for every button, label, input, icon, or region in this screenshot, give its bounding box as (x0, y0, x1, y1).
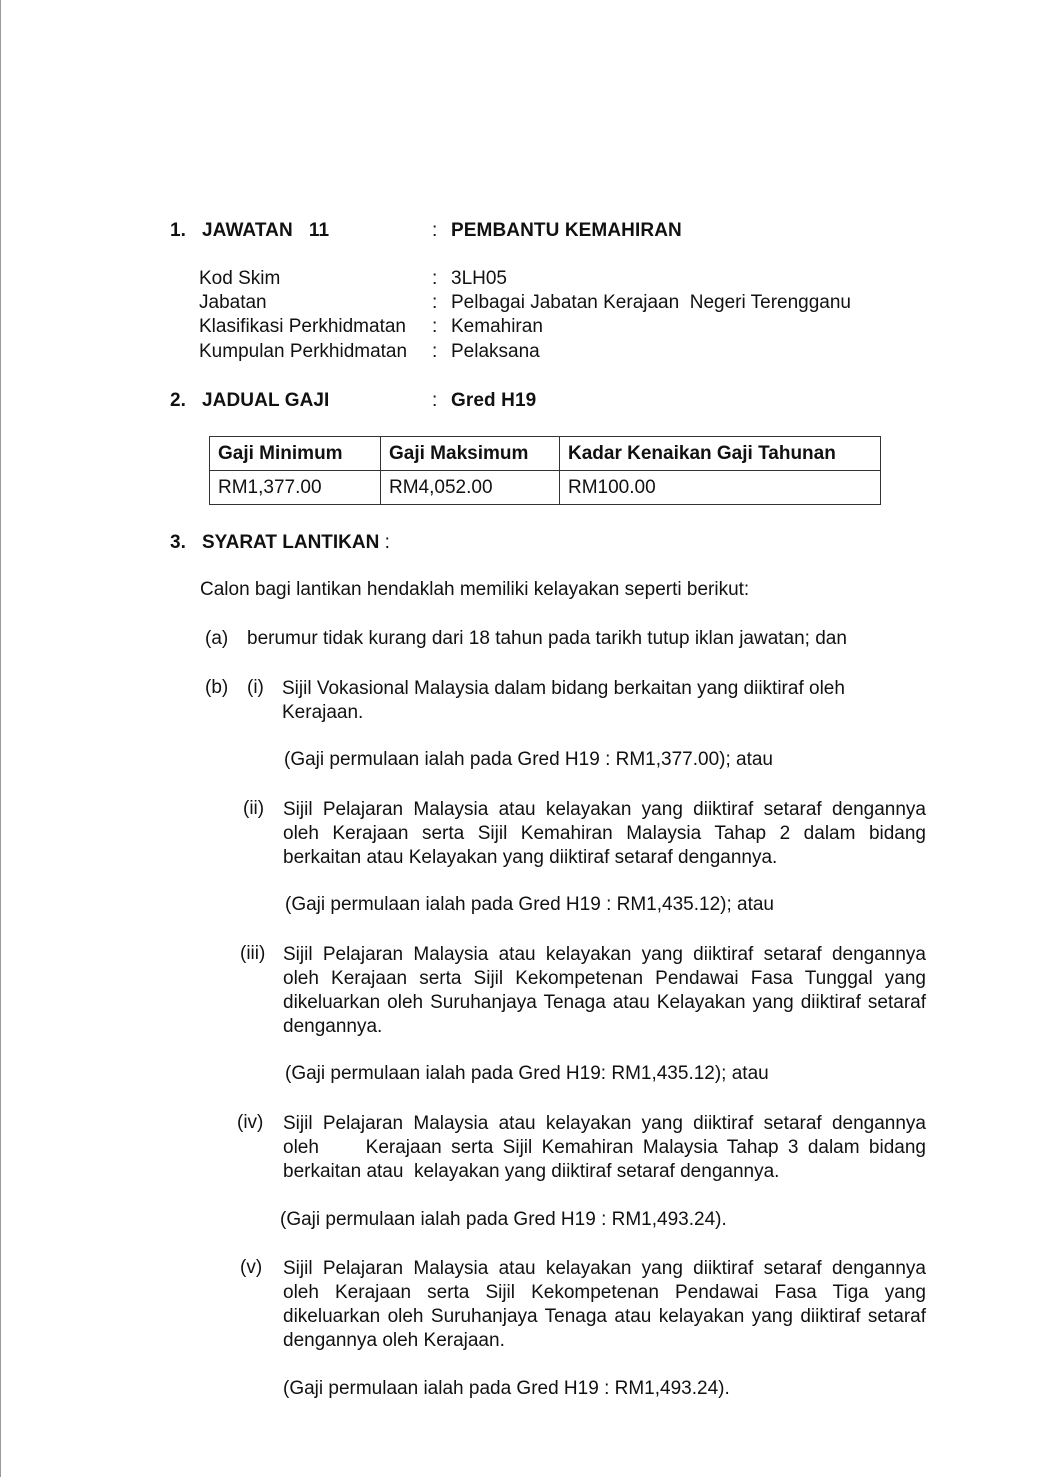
field-label-klasifikasi: Klasifikasi Perkhidmatan (199, 316, 406, 337)
section-number: 3. (170, 532, 187, 553)
item-text-iv: Sijil Pelajaran Malaysia atau kelayakan yang diiktiraf setaraf dengannya oleh Kerajaan serta Sijil Kemahiran Malaysia Tahap 3 dalam bidang berkaitan atau kelayakan yang diiktiraf setaraf dengannya. (283, 1113, 932, 1182)
table-row (210, 471, 881, 505)
field-value-jabatan: Pelbagai Jabatan Kerajaan Negeri Terengganu (451, 292, 852, 313)
salary-note-iv: (Gaji permulaan ialah pada Gred H19 : RM1,493.24). (280, 1209, 727, 1230)
cell-kadar-kenaikan: RM100.00 (560, 471, 881, 505)
cell-gaji-minimum: RM1,377.00 (210, 471, 381, 505)
salary-note-v: (Gaji permulaan ialah pada Gred H19 : RM1,493.24). (283, 1378, 730, 1399)
colon: : (432, 316, 438, 337)
item-marker-ii: (ii) (243, 798, 265, 819)
job-title-value: PEMBANTU KEMAHIRAN (451, 220, 682, 241)
item-marker-i: (i) (247, 677, 264, 698)
colon: : (432, 390, 438, 411)
colon: : (432, 341, 438, 362)
cell-gaji-maksimum: RM4,052.00 (381, 471, 560, 505)
salary-note-ii: (Gaji permulaan ialah pada Gred H19 : RM1,435.12); atau (285, 894, 774, 915)
salary-table (209, 436, 881, 505)
item-text-ii: Sijil Pelajaran Malaysia atau kelayakan yang diiktiraf setaraf dengannya oleh Kerajaan serta Sijil Kemahiran Malaysia Tahap 2 dalam bidang berkaitan atau Kelayakan yang diiktiraf setaraf dengannya. (283, 799, 926, 868)
field-value-kumpulan: Pelaksana (451, 341, 540, 362)
item-text-i: Sijil Vokasional Malaysia dalam bidang berkaitan yang diiktiraf oleh Kerajaan. (282, 678, 845, 723)
section-number: 1. (170, 220, 187, 241)
item-marker-b: (b) (205, 677, 229, 698)
page-edge (0, 0, 1, 1477)
header-kadar-kenaikan: Kadar Kenaikan Gaji Tahunan (560, 437, 881, 471)
colon: : (432, 268, 438, 289)
colon: : (432, 220, 438, 241)
item-text-a: berumur tidak kurang dari 18 tahun pada tarikh tutup iklan jawatan; dan (247, 628, 847, 649)
grade-value: Gred H19 (451, 390, 537, 411)
section-title: SYARAT LANTIKAN (202, 532, 380, 553)
section-number: 2. (170, 390, 187, 411)
header-gaji-maksimum: Gaji Maksimum (381, 437, 560, 471)
item-marker-v: (v) (240, 1257, 263, 1278)
salary-note-iii: (Gaji permulaan ialah pada Gred H19: RM1,435.12); atau (285, 1063, 769, 1084)
item-marker-iii: (iii) (240, 943, 266, 964)
section-title: JADUAL GAJI (202, 390, 330, 411)
item-marker-a: (a) (205, 628, 229, 649)
section-title: JAWATAN 11 (202, 220, 330, 241)
field-value-kod-skim: 3LH05 (451, 268, 507, 289)
table-header-row (210, 437, 881, 471)
item-text-iii: Sijil Pelajaran Malaysia atau kelayakan yang diiktiraf setaraf dengannya oleh Kerajaan serta Sijil Kekompetenan Pendawai Fasa Tunggal yang dikeluarkan oleh Suruhanjaya Tenaga atau Kelayakan yang diiktiraf setaraf dengannya. (283, 944, 926, 1037)
colon: : (432, 292, 438, 313)
salary-note-i: (Gaji permulaan ialah pada Gred H19 : RM1,377.00); atau (284, 749, 773, 770)
item-marker-iv: (iv) (237, 1112, 264, 1133)
header-gaji-minimum: Gaji Minimum (210, 437, 381, 471)
field-value-klasifikasi: Kemahiran (451, 316, 543, 337)
colon: : (379, 532, 390, 553)
section-heading (202, 532, 390, 554)
field-label-jabatan: Jabatan (199, 292, 267, 313)
field-label-kod-skim: Kod Skim (199, 268, 281, 289)
item-text-v: Sijil Pelajaran Malaysia atau kelayakan yang diiktiraf setaraf dengannya oleh Kerajaan serta Sijil Kekompetenan Pendawai Fasa Tiga yang dikeluarkan oleh Suruhanjaya Tenaga atau kelayakan yang diiktiraf setaraf dengannya oleh Kerajaan. (283, 1258, 926, 1351)
intro-text: Calon bagi lantikan hendaklah memiliki kelayakan seperti berikut: (200, 579, 750, 600)
field-label-kumpulan: Kumpulan Perkhidmatan (199, 341, 408, 362)
